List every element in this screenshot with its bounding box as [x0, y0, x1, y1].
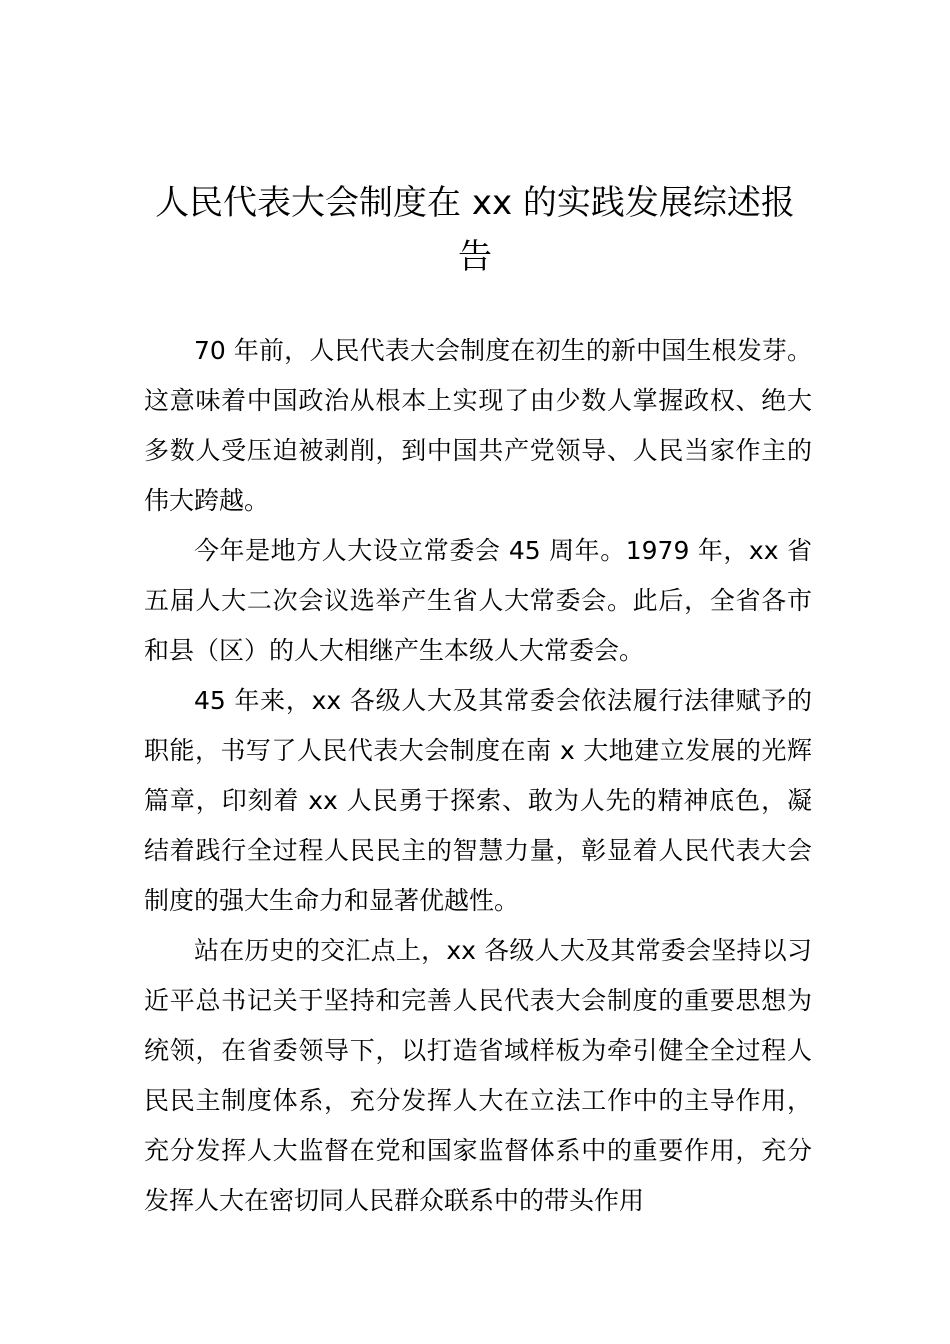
paragraph-4: 站在历史的交汇点上，xx 各级人大及其常委会坚持以习近平总书记关于坚持和完善人民代表大会制度的重要思想为统领，在省委领导下，以打造省域样板为牵引健全全过程人民民主制度体系，充分发挥人大在立法工作中的主导作用，充分发挥人大监督在党和国家监督体系中的重要作用，充分发挥人大在密切同人民群众联系中的带头作用 — [144, 936, 812, 1215]
paragraph-3: 45 年来，xx 各级人大及其常委会依法履行法律赋予的职能，书写了人民代表大会制度在南 x 大地建立发展的光辉篇章，印刻着 xx 人民勇于探索、敢为人先的精神底色，凝结着践行全过程人民民主的智慧力量，彰显着人民代表大会制度的强大生命力和显著优越性。 — [144, 686, 812, 915]
document-title: 人民代表大会制度在 xx 的实践发展综述报告 — [155, 183, 795, 277]
paragraph-2: 今年是地方人大设立常委会 45 周年。1979 年，xx 省五届人大二次会议选举产生省人大常委会。此后，全省各市和县（区）的人大相继产生本级人大常委会。 — [144, 536, 812, 665]
document-body — [144, 326, 812, 1226]
paragraph-1: 70 年前，人民代表大会制度在初生的新中国生根发芽。这意味着中国政治从根本上实现了由少数人掌握政权、绝大多数人受压迫被剥削，到中国共产党领导、人民当家作主的伟大跨越。 — [144, 336, 812, 515]
